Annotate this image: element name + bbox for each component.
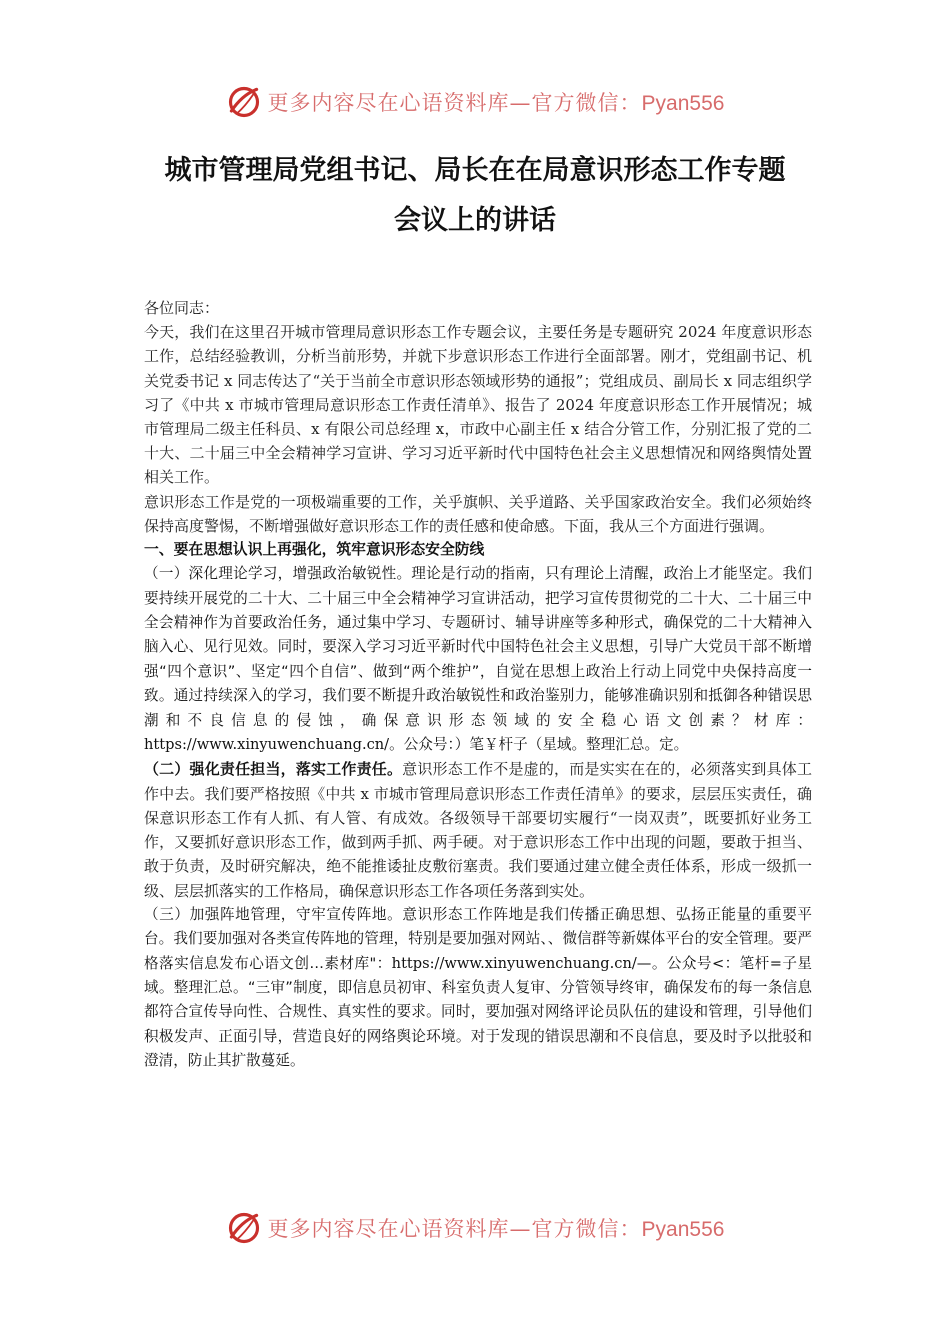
item-1-url: https://www.xinyuwenchuang.cn/ <box>144 736 390 754</box>
item-3-url: https://www.xinyuwenchuang.cn/ <box>391 954 637 972</box>
logo-icon <box>226 1210 262 1246</box>
banner-text: 更多内容尽在心语资料库—官方微信：Pyan556 <box>267 1217 725 1241</box>
section-1-heading: 一、要在思想认识上再强化，筑牢意识形态安全防线 <box>144 541 485 559</box>
item-1-paragraph: （一）深化理论学习，增强政治敏锐性。理论是行动的指南，只有理论上清醒，政治上才能坚定。我们要持续开展党的二十大、二十届三中全会精神学习宣讲活动，把学习宣传贯彻党的二十大、二十届三中全会精神作为首要政治任务，通过集中学习、专题研讨、辅导讲座等多种形式，确保党的二十大精神入脑入心、见行见效。同时，要深入学习习近平新时代中国特色社会主义思想，引导广大党员干部不断增强“四个意识”、坚定“四个自信”、做到“两个维护”，自觉在思想上政治上行动上同党中央保持高度一致。通过持续深入的学习，我们要不断提升政治敏锐性和政治鉴别力，能够准确识别和抵御各种错误思潮和不良信息的侵蚀，确保意识形态领域的安全稳心语文创素？材库：https://www.xinyuwenchuang.cn/。公众号：）笔￥杆子（星域。整理汇总。定。 <box>144 565 812 754</box>
item-2-paragraph: （二）强化责任担当，落实工作责任。意识形态工作不是虚的，而是实实在在的，必须落实到具体工作中去。我们要严格按照《中共 x 市城市管理局意识形态工作责任清单》的要求，层层压实责任，确保意识形态工作有人抓、有人管、有成效。各级领导干部要切实履行“一岗双责”，既要抓好业务工作，又要抓好意识形态工作，做到两手抓、两手硬。对于意识形态工作中出现的问题，要敢于担当、敢于负责，及时研究解决，绝不能推诿扯皮敷衍塞责。我们要通过建立健全责任体系，形成一级抓一级、层层抓落实的工作格局，确保意识形态工作各项任务落到实处。 <box>144 760 812 900</box>
document-body <box>144 296 812 1074</box>
header-banner <box>0 80 950 124</box>
intro-paragraph: 今天，我们在这里召开城市管理局意识形态工作专题会议，主要任务是专题研究 2024 年度意识形态工作，总结经验教训，分析当前形势，并就下步意识形态工作进行全面部署。刚才，党组副书记、机关党委书记 x 同志传达了“关于当前全市意识形态领域形势的通报”；党组成员、副局长 x 同志组织学习了《中共 x 市城市管理局意识形态工作责任清单》、报告了 2024 年度意识形态工作开展情况；城市管理局二级主任科员、x 有限公司总经理 x，市政中心副主任 x 结合分管工作，分别汇报了党的二十大、二十届三中全会精神学习宣讲、学习习近平新时代中国特色社会主义思想情况和网络舆情处置相关工作。 <box>144 323 812 487</box>
footer-banner <box>0 1206 950 1250</box>
salutation: 各位同志： <box>144 299 220 317</box>
item-2-lead: （二）强化责任担当，落实工作责任。 <box>144 760 403 779</box>
importance-paragraph: 意识形态工作是党的一项极端重要的工作，关乎旗帜、关乎道路、关乎国家政治安全。我们必须始终保持高度警惕，不断增强做好意识形态工作的责任感和使命感。下面，我从三个方面进行强调。 <box>144 492 812 535</box>
item-3-paragraph: （三）加强阵地管理，守牢宣传阵地。意识形态工作阵地是我们传播正确思想、弘扬正能量的重要平台。我们要加强对各类宣传阵地的管理，特别是要加强对网站、、微信群等新媒体平台的安全管理。要严格落实信息发布心语文创…素材库"：https://www.xinyuwenchuang.cn/—。公众号<：笔杆=子星域。整理汇总。“三审”制度，即信息员初审、科室负责人复审、分管领导终审，确保发布的每一条信息都符合宣传导向性、合规性、真实性的要求。同时，要加强对网络评论员队伍的建设和管理，引导他们积极发声、正面引导，营造良好的网络舆论环境。对于发现的错误思潮和不良信息，要及时予以批驳和澄清，防止其扩散蔓延。 <box>144 905 812 1070</box>
logo-icon <box>226 84 262 120</box>
document-title <box>80 146 870 246</box>
banner-handle: Pyan556 <box>641 1218 725 1241</box>
banner-handle: Pyan556 <box>641 92 725 115</box>
title-line-1: 城市管理局党组书记、局长在在局意识形态工作专题 <box>164 155 786 186</box>
banner-text: 更多内容尽在心语资料库—官方微信：Pyan556 <box>267 91 725 115</box>
title-line-2: 会议上的讲话 <box>394 205 556 236</box>
